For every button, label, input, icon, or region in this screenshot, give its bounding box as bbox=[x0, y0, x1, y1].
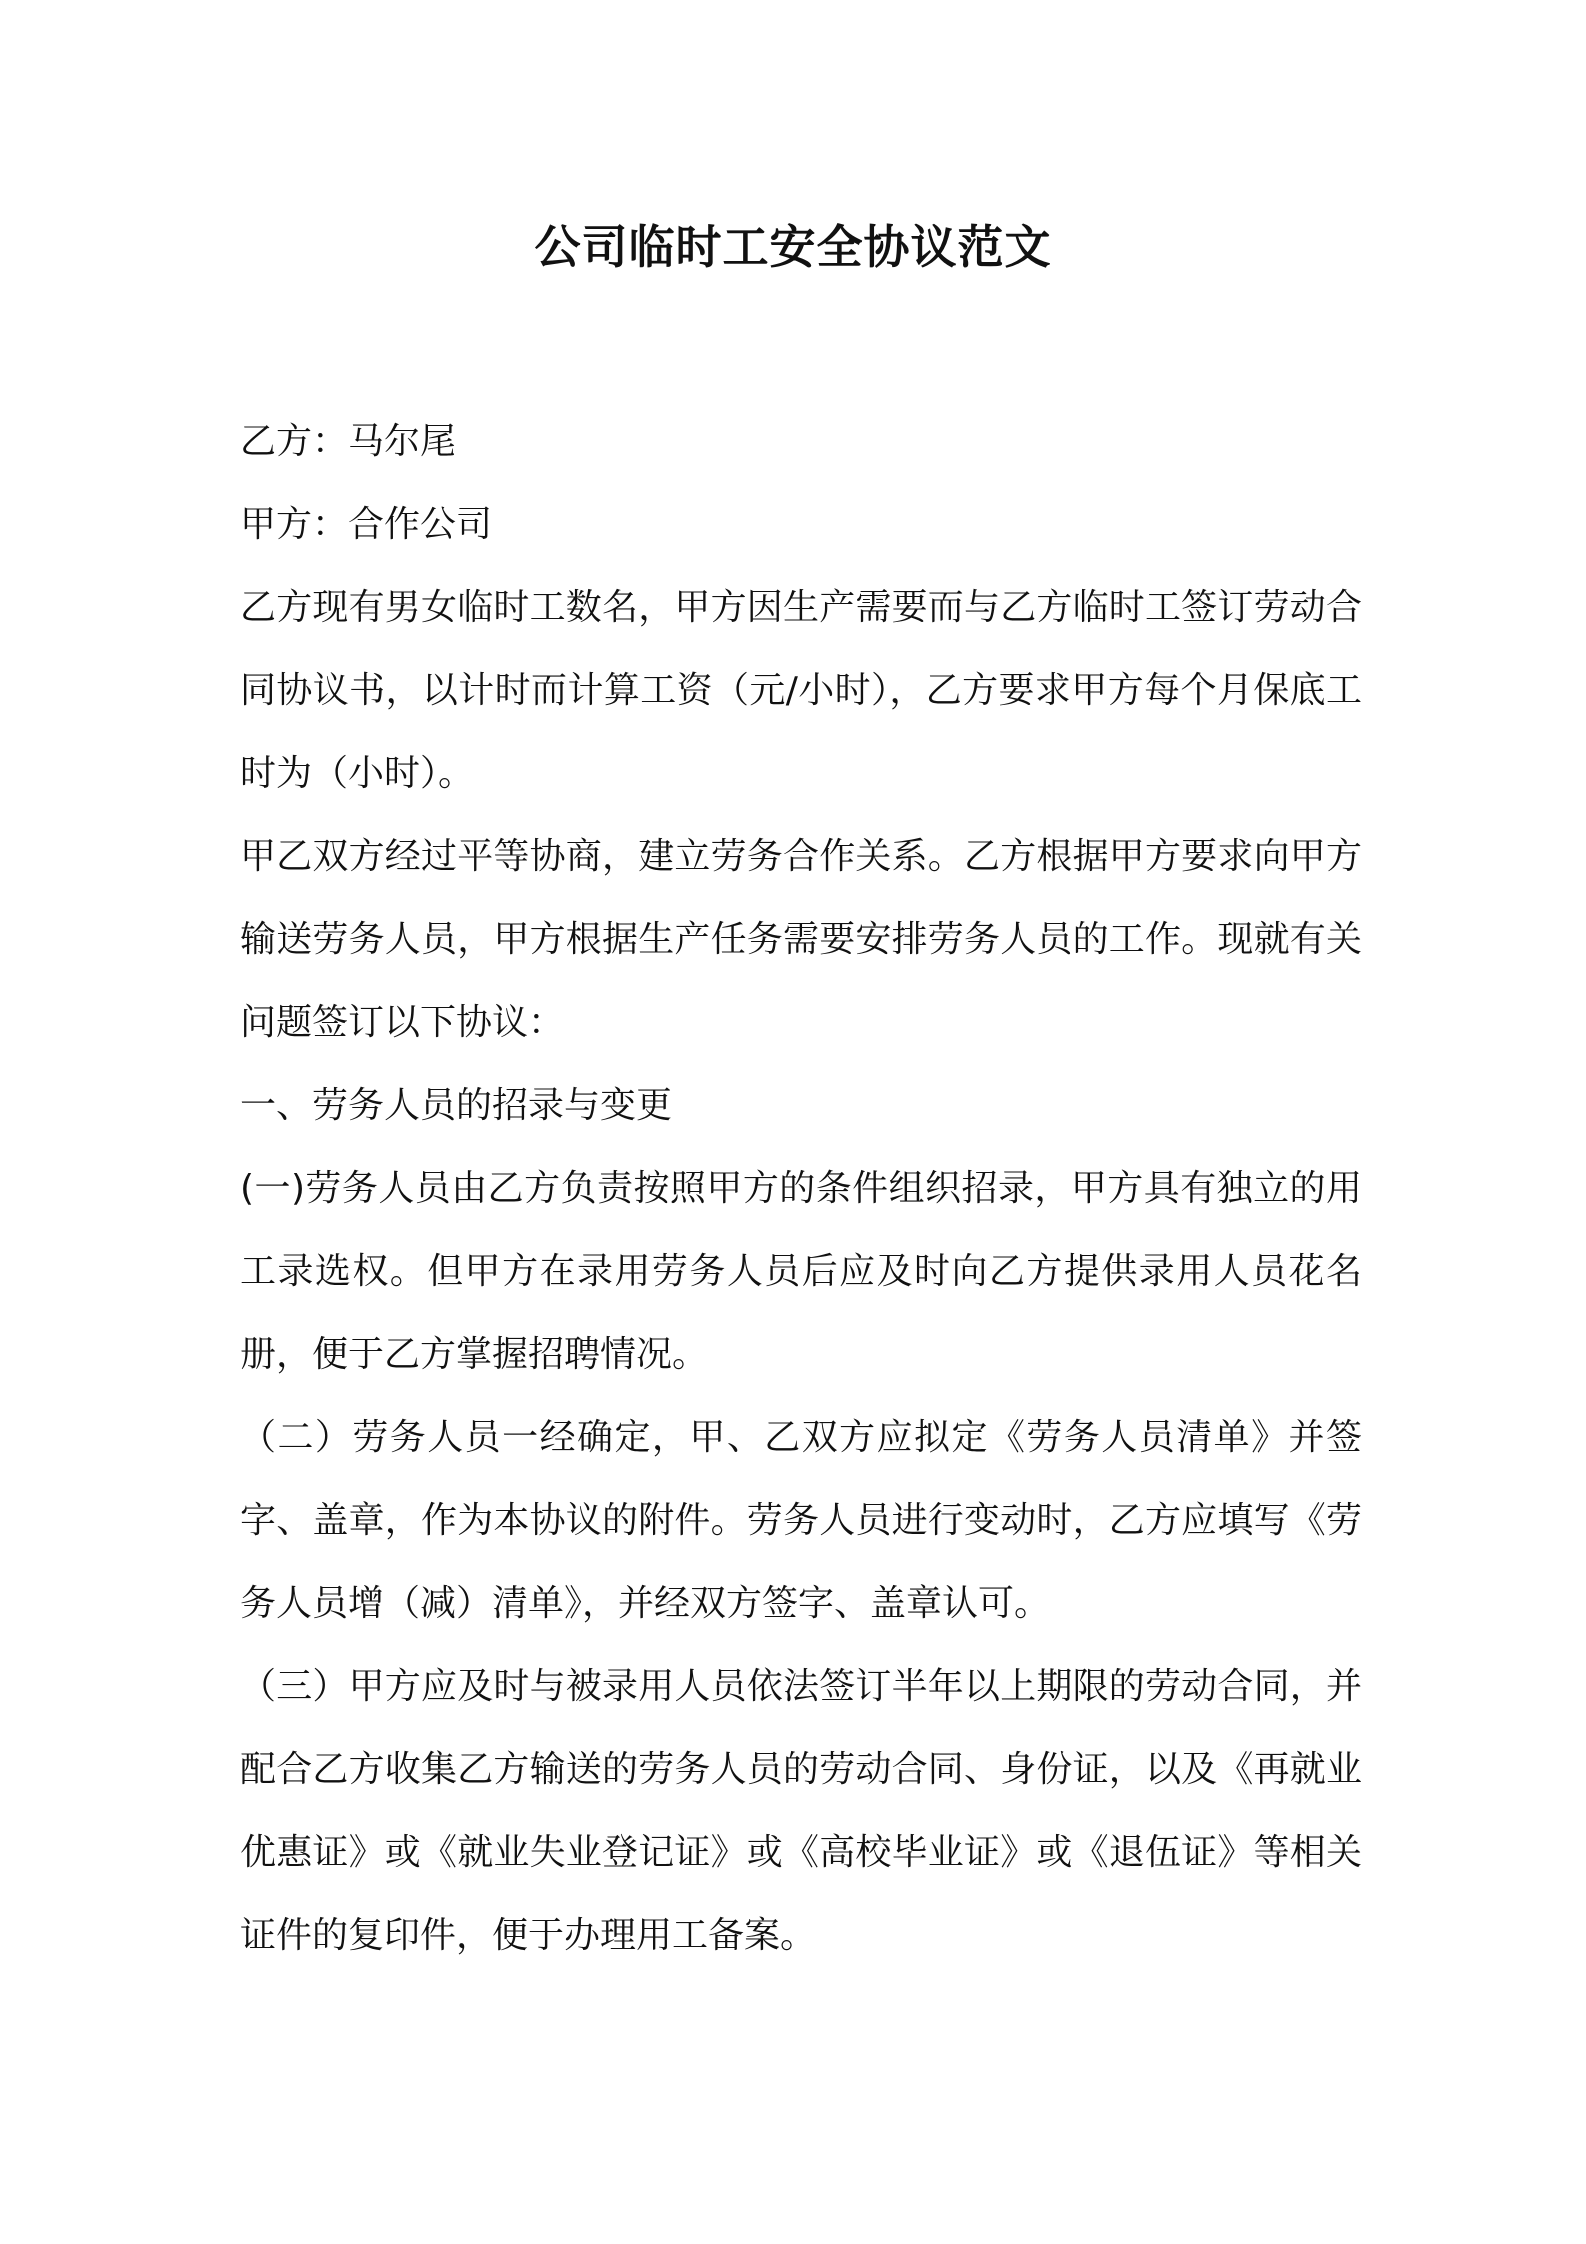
party-a-line: 甲方：合作公司 bbox=[240, 504, 493, 545]
cooperation-paragraph: 甲乙双方经过平等协商，建立劳务合作关系。乙方根据甲方要求向甲方输送劳务人员，甲方根据生产任务需要安排劳务人员的工作。现就有关问题签订以下协议： bbox=[240, 836, 1362, 1043]
clause-1-1: (一)劳务人员由乙方负责按照甲方的条件组织招录，甲方具有独立的用工录选权。但甲方在录用劳务人员后应及时向乙方提供录用人员花名册，便于乙方掌握招聘情况。 bbox=[240, 1168, 1362, 1375]
party-b-line: 乙方：马尔尾 bbox=[240, 421, 457, 462]
section-heading-1: 一、劳务人员的招录与变更 bbox=[240, 1085, 673, 1126]
document-body bbox=[240, 400, 1362, 1977]
intro-paragraph: 乙方现有男女临时工数名，甲方因生产需要而与乙方临时工签订劳动合同协议书，以计时而计算工资（元/小时），乙方要求甲方每个月保底工时为（小时）。 bbox=[240, 587, 1362, 794]
clause-1-2: （二）劳务人员一经确定，甲、乙双方应拟定《劳务人员清单》并签字、盖章，作为本协议的附件。劳务人员进行变动时，乙方应填写《劳务人员增（减）清单》，并经双方签字、盖章认可。 bbox=[240, 1417, 1362, 1624]
clause-1-3: （三）甲方应及时与被录用人员依法签订半年以上期限的劳动合同，并配合乙方收集乙方输送的劳务人员的劳动合同、身份证，以及《再就业优惠证》或《就业失业登记证》或《高校毕业证》或《退伍证》等相关证件的复印件，便于办理用工备案。 bbox=[240, 1666, 1362, 1956]
document-title: 公司临时工安全协议范文 bbox=[534, 220, 1052, 274]
